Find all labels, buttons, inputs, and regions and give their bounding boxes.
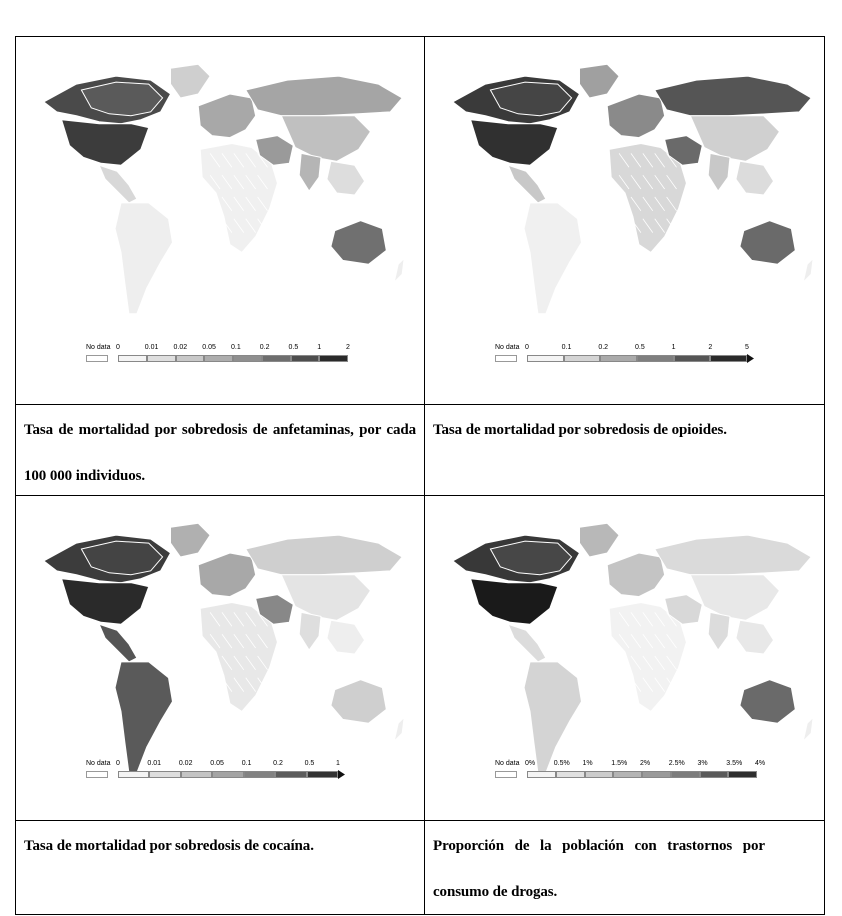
region-usa [62, 120, 149, 166]
caption-amphetamines: Tasa de mortalidad por sobredosis de anfetaminas, por cada 100 000 individuos. [24, 422, 416, 484]
legend-nodata-swatch [86, 771, 108, 778]
region-nz [803, 717, 813, 741]
caption-cell-amphetamines [16, 405, 424, 495]
region-usa [62, 579, 149, 625]
region-southeast-asia [736, 161, 774, 195]
legend-swatch [527, 771, 556, 778]
legend-swatch [674, 355, 711, 362]
legend-tick-label: 0.5 [304, 760, 315, 767]
caption-cell-opioids [425, 405, 825, 495]
legend-swatch [307, 771, 338, 778]
legend-swatch [600, 355, 637, 362]
region-greenland [171, 523, 211, 557]
map-cell-opioids [425, 37, 825, 404]
legend-swatch [118, 355, 147, 362]
legend-nodata-label: No data [495, 344, 520, 351]
world-choropleth [431, 502, 827, 802]
region-south-america [524, 662, 581, 773]
region-australia [331, 680, 386, 724]
region-southeast-asia [327, 620, 365, 654]
world-choropleth [22, 43, 418, 343]
region-russia [655, 535, 811, 575]
legend-swatch [118, 771, 149, 778]
region-india [299, 153, 321, 191]
region-asia [690, 116, 779, 162]
legend-tick-label: 0.5% [553, 760, 570, 767]
legend-swatch [147, 355, 176, 362]
legend-swatch [728, 771, 757, 778]
legend-tick-label: 0.02 [178, 760, 193, 767]
legend-tick-label: 3.5% [726, 760, 743, 767]
legend-nodata-label: No data [495, 760, 520, 767]
map-cell-cocaine [16, 496, 424, 820]
map-cell-amphetamines [16, 37, 424, 404]
region-usa [471, 120, 558, 166]
region-greenland [580, 64, 620, 98]
legend-swatch [527, 355, 564, 362]
legend-tick-label: 0 [116, 760, 120, 767]
legend-arrow-icon [747, 354, 755, 363]
world-choropleth [431, 43, 827, 343]
legend-swatch [275, 771, 306, 778]
legend-tick-label: 0.05 [202, 344, 216, 351]
region-europe [607, 553, 664, 597]
legend-nodata-swatch [495, 355, 517, 362]
figure-table [15, 36, 825, 915]
legend-tick-label: 0% [525, 760, 536, 767]
legend-tick-label: 5 [745, 344, 749, 351]
legend-swatch [212, 771, 243, 778]
legend-swatch [262, 355, 291, 362]
legend-swatch [642, 771, 671, 778]
border-line [210, 219, 220, 233]
legend-tick-label: 0.5 [288, 344, 299, 351]
region-asia [281, 575, 370, 621]
legend-swatch [244, 771, 275, 778]
legend-tick-label: 1 [317, 344, 322, 351]
caption-cell-drug-use-disorders [425, 821, 825, 916]
legend-tick-label: 1% [582, 760, 593, 767]
legend-swatch [181, 771, 212, 778]
legend-tick-label: 0.2 [259, 344, 270, 351]
region-russia [246, 76, 402, 116]
border-line [210, 678, 220, 692]
caption-cell-cocaine [16, 821, 424, 916]
map-cell-drug-use-disorders [425, 496, 825, 820]
region-europe [198, 553, 255, 597]
legend-tick-label: 0.1 [561, 344, 572, 351]
legend-swatch [637, 355, 674, 362]
region-india [299, 612, 321, 650]
region-russia [655, 76, 811, 116]
legend-swatch [291, 355, 320, 362]
legend-swatch [319, 355, 348, 362]
region-australia [331, 221, 386, 265]
legend-tick-label: 2% [640, 760, 651, 767]
region-central-america [508, 624, 546, 662]
legend-tick-label: 0.2 [273, 760, 283, 767]
legend-tick-label: 0.02 [173, 344, 188, 351]
caption-opioids: Tasa de mortalidad por sobredosis de opioides. [433, 422, 727, 438]
legend-tick-label: 1.5% [611, 760, 628, 767]
region-europe [198, 94, 255, 138]
legend-tick-label: 0.01 [147, 760, 162, 767]
region-nz [803, 258, 813, 282]
region-asia [281, 116, 370, 162]
legend-swatch [204, 355, 233, 362]
legend-tick-label: 4% [755, 760, 766, 767]
legend-tick-label: 0.1 [231, 344, 241, 351]
legend-swatch [585, 771, 614, 778]
legend-nodata-label: No data [86, 760, 111, 767]
region-south-america [115, 662, 172, 773]
legend-tick-label: 1 [671, 344, 676, 351]
legend-tick-label: 0.05 [210, 760, 224, 767]
caption-drug-use-disorders: Proporción de la población con trastornos por consumo de drogas. [433, 838, 765, 900]
legend-tick-label: 2 [346, 344, 350, 351]
legend-nodata-swatch [495, 771, 517, 778]
legend-swatch [700, 771, 729, 778]
region-southeast-asia [327, 161, 365, 195]
legend-swatch [176, 355, 205, 362]
legend-nodata-label: No data [86, 344, 111, 351]
region-greenland [171, 64, 211, 98]
border-line [619, 219, 629, 233]
region-australia [740, 680, 795, 724]
legend [86, 760, 416, 800]
legend [495, 344, 825, 384]
region-asia [690, 575, 779, 621]
legend-tick-label: 2.5% [668, 760, 685, 767]
legend-arrow-icon [338, 770, 346, 779]
legend-swatch [710, 355, 747, 362]
region-nz [394, 258, 404, 282]
region-central-america [508, 165, 546, 203]
region-central-america [99, 165, 137, 203]
legend-nodata-swatch [86, 355, 108, 362]
legend-swatch [556, 771, 585, 778]
legend-tick-label: 2 [708, 344, 713, 351]
legend-swatch [149, 771, 180, 778]
legend-tick-label: 3% [697, 760, 708, 767]
legend-swatch [564, 355, 601, 362]
legend-tick-label: 0.01 [144, 344, 159, 351]
region-greenland [580, 523, 620, 557]
region-india [708, 612, 730, 650]
world-choropleth [22, 502, 418, 802]
region-central-america [99, 624, 137, 662]
region-europe [607, 94, 664, 138]
legend-tick-label: 0 [116, 344, 120, 351]
region-south-america [115, 203, 172, 314]
legend-swatch [233, 355, 262, 362]
border-line [619, 678, 629, 692]
caption-cocaine: Tasa de mortalidad por sobredosis de cocaína. [24, 838, 314, 854]
region-southeast-asia [736, 620, 774, 654]
legend-tick-label: 0.1 [241, 760, 252, 767]
legend-swatch [613, 771, 642, 778]
legend-tick-label: 0.5 [635, 344, 645, 351]
region-russia [246, 535, 402, 575]
region-india [708, 153, 730, 191]
legend-tick-label: 1 [336, 760, 340, 767]
legend-swatch [671, 771, 700, 778]
legend [495, 760, 825, 800]
region-australia [740, 221, 795, 265]
legend-tick-label: 0 [525, 344, 529, 351]
legend [86, 344, 416, 384]
region-nz [394, 717, 404, 741]
region-south-america [524, 203, 581, 314]
region-usa [471, 579, 558, 625]
legend-tick-label: 0.2 [598, 344, 609, 351]
